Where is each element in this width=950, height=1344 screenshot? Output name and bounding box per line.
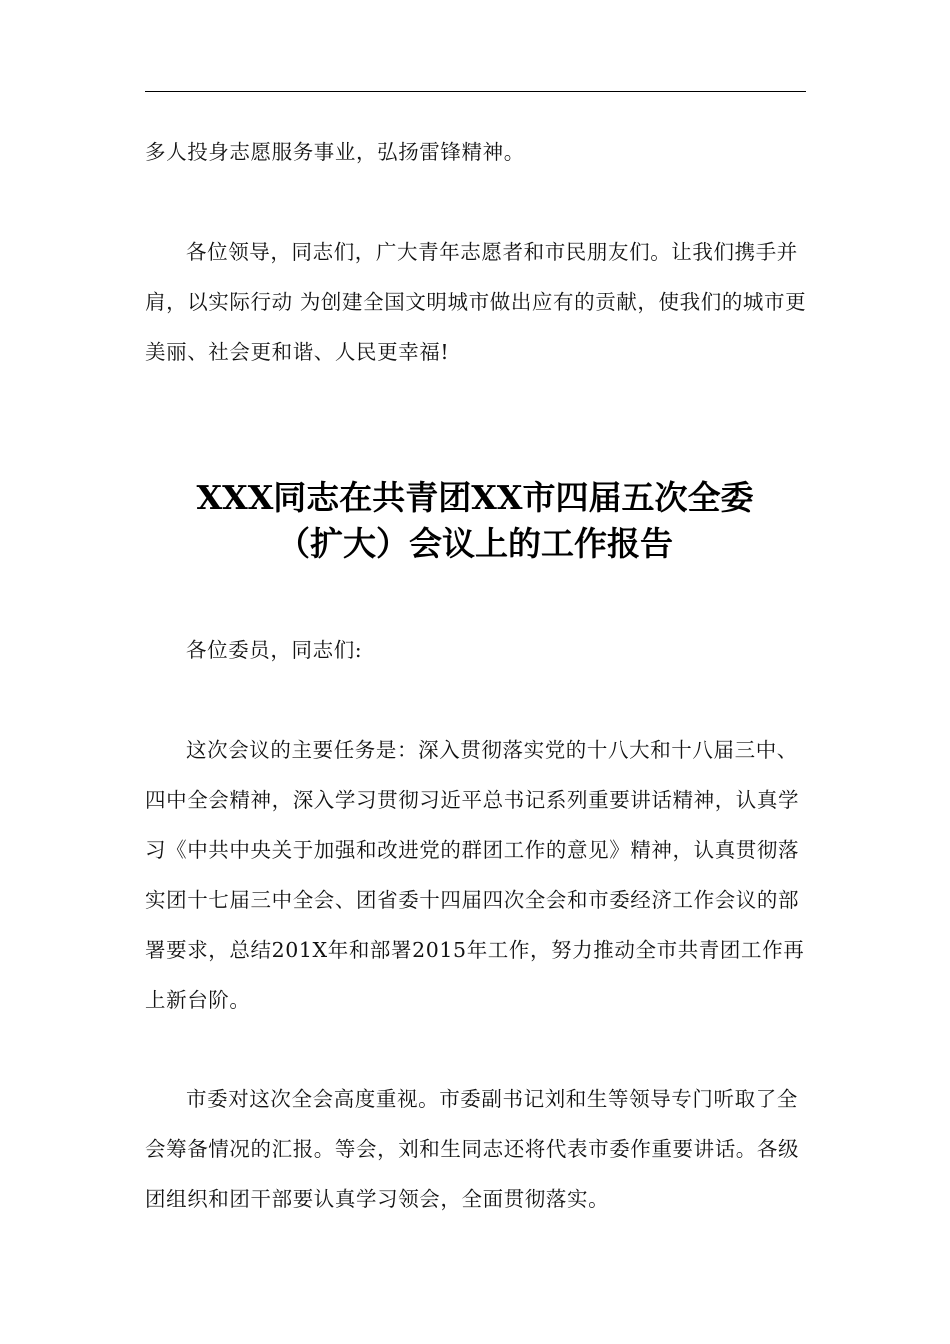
header-rule xyxy=(145,91,806,92)
report-title xyxy=(110,475,840,567)
title-line-2: （扩大）会议上的工作报告 xyxy=(277,524,673,563)
salutation: 各位委员，同志们: xyxy=(186,638,363,662)
body-paragraph-1: 这次会议的主要任务是：深入贯彻落实党的十八大和十八届三中、四中全会精神，深入学习贯彻习近平总书记系列重要讲话精神，认真学习《中共中央关于加强和改进党的群团工作的意见》精神，认真贯彻落实团十七届三中全会、团省委十四届四次全会和市委经济工作会议的部署要求，总结201X年和部署2015年工作，努力推动全市共青团工作再上新台阶。 xyxy=(145,738,805,1012)
body-paragraph-2: 市委对这次全会高度重视。市委副书记刘和生等领导专门听取了全会筹备情况的汇报。等会，刘和生同志还将代表市委作重要讲话。各级团组织和团干部要认真学习领会，全面贯彻落实。 xyxy=(145,1087,800,1211)
continuation-paragraph: 多人投身志愿服务事业，弘扬雷锋精神。 xyxy=(145,140,525,164)
closing-paragraph: 各位领导，同志们，广大青年志愿者和市民朋友们。让我们携手并肩，以实际行动 为创建全国文明城市做出应有的贡献，使我们的城市更美丽、社会更和谐、人民更幸福! xyxy=(145,240,807,364)
title-line-1: XXX同志在共青团XX市四届五次全委 xyxy=(196,478,754,517)
